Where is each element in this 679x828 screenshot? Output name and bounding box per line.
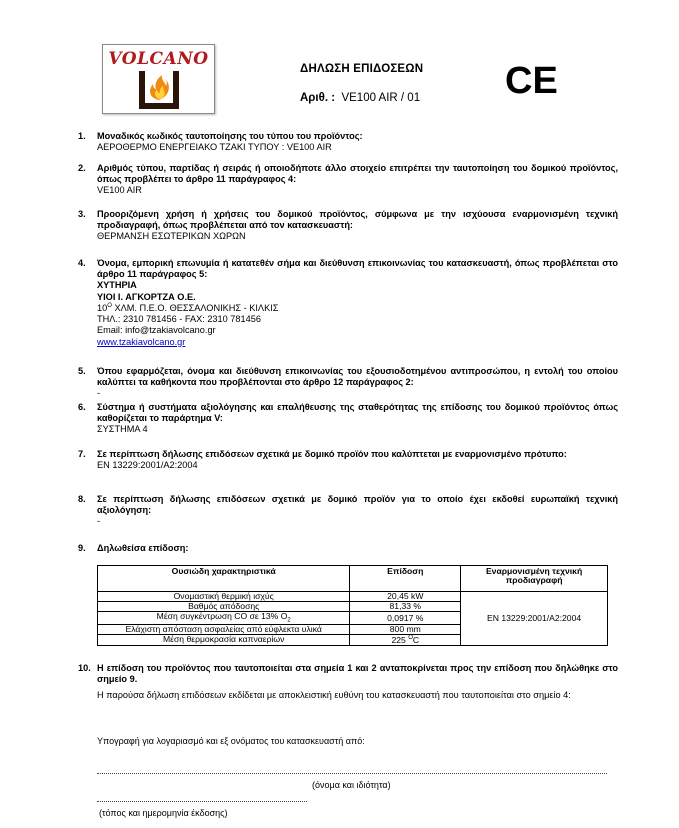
standard-cell: EN 13229:2001/A2:2004	[461, 592, 608, 646]
value-text: 225	[391, 634, 409, 645]
value-cell: 81,33 %	[350, 602, 461, 612]
section-answer: VE100 AIR	[97, 185, 142, 196]
feature-cell: Ελάχιστη απόσταση ασφαλείας από εύφλεκτα υλικά	[98, 625, 350, 635]
document-title: ΔΗΛΩΣΗ ΕΠΙΔΟΣΕΩΝ	[300, 63, 424, 75]
section-question: Η επίδοση του προϊόντος που ταυτοποιείται στα σημεία 1 και 2 ανταποκρίνεται προς την επίδοση που δηλώθηκε στο σημείο 9.	[97, 663, 618, 685]
signature-intro: Υπογραφή για λογαριασμό και εξ ονόματος του κατασκευαστή από:	[97, 736, 365, 746]
value-cell: 0,0917 %	[350, 612, 461, 625]
company-phone: ΤΗΛ.: 2310 781456 - FAX: 2310 781456	[97, 314, 261, 325]
section-number: 7.	[78, 449, 86, 459]
value-superscript: O	[408, 635, 413, 642]
flame-icon	[135, 69, 183, 111]
place-caption: (τόπος και ημερομηνία έκδοσης)	[99, 808, 228, 818]
section-number: 8.	[78, 494, 86, 504]
section-question: Σύστημα ή συστήματα αξιολόγησης και επαλήθευσης της σταθερότητας της επίδοσης του δομικού προϊόντος όπως καθορίζεται το παράρτημα V:	[97, 402, 618, 424]
company-email: Email: info@tzakiavolcano.gr	[97, 325, 216, 336]
section-number: 1.	[78, 131, 86, 141]
value-cell: 800 mm	[350, 625, 461, 635]
section-answer: -	[97, 516, 101, 527]
section-question: Σε περίπτωση δήλωσης επιδόσεων σχετικά με δομικό προϊόν για το οποίο έχει εκδοθεί ευρωπαϊκή τεχνική αξιολόγηση:	[97, 494, 618, 516]
performance-table	[97, 565, 608, 646]
feature-cell: Μέση θερμοκρασία καπναερίων	[98, 635, 350, 646]
section-question: Μοναδικός κωδικός ταυτοποίησης του τύπου του προϊόντος:	[97, 131, 363, 141]
section-number: 9.	[78, 543, 86, 553]
signature-name-line	[97, 773, 607, 774]
section-number: 5.	[78, 366, 86, 376]
section-answer: ΣΥΣΤΗΜΑ 4	[97, 424, 148, 435]
section-number: 2.	[78, 163, 86, 173]
address-superscript: Ο	[107, 302, 112, 309]
table-header: Ουσιώδη χαρακτηριστικά	[98, 566, 350, 592]
value-cell	[350, 635, 461, 646]
section-question: Όνομα, εμπορική επωνυμία ή κατατεθέν σήμα και διεύθυνση επικοινωνίας του κατασκευαστή, όπως προβλέπεται στο άρθρο 11 παράγραφος 5:	[97, 258, 618, 280]
section-answer: ΑΕΡΟΘΕΡΜΟ ΕΝΕΡΓΕΙΑΚΟ ΤΖΑΚΙ ΤΥΠΟΥ : VE100 AIR	[97, 142, 332, 153]
address-rest: ΧΛΜ. Π.Ε.Ο. ΘΕΣΣΑΛΟΝΙΚΗΣ - ΚΙΛΚΙΣ	[111, 302, 279, 313]
table-header: Επίδοση	[350, 566, 461, 592]
volcano-logo	[102, 44, 215, 114]
table-header: Εναρμονισμένη τεχνική προδιαγραφή	[461, 566, 608, 592]
feature-text: Μέση συγκέντρωση CO σε 13% O	[156, 611, 288, 622]
value-cell: 20,45 kW	[350, 592, 461, 602]
responsibility-statement: Η παρούσα δήλωση επιδόσεων εκδίδεται με αποκλειστική ευθύνη του κατασκευαστή που ταυτοποιείται στο σημείο 4:	[97, 690, 571, 701]
section-question: Προοριζόμενη χρήση ή χρήσεις του δομικού προϊόντος, σύμφωνα με την ισχύουσα εναρμονισμένη τεχνική προδιαγραφή, όπως προβλέπεται από τον κατασκευαστή:	[97, 209, 618, 231]
table-row	[98, 592, 608, 602]
feature-cell	[98, 612, 350, 625]
company-line-1: ΧΥΤΗΡΙΑ	[97, 280, 137, 291]
section-answer: -	[97, 388, 101, 399]
company-website-link[interactable]: www.tzakiavolcano.gr	[97, 336, 186, 347]
logo-text: VOLCANO	[108, 49, 209, 69]
section-question: Όπου εφαρμόζεται, όνομα και διεύθυνση επικοινωνίας του εξουσιοδοτημένου αντιπροσώπου, η εντολή του οποίου καλύπτει τα καθήκοντα που προβλέπονται στο άρθρο 12 παράγραφος 2:	[97, 366, 618, 388]
section-number: 10.	[78, 663, 91, 673]
ce-mark-text: CE	[505, 62, 558, 96]
value-unit: C	[412, 634, 420, 645]
section-question: Δηλωθείσα επίδοση:	[97, 543, 189, 553]
ce-mark-icon	[505, 62, 561, 96]
section-answer: ΘΕΡΜΑΝΣΗ ΕΣΩΤΕΡΙΚΩΝ ΧΩΡΩΝ	[97, 231, 246, 242]
section-number: 3.	[78, 209, 86, 219]
number-label: Αριθ. :	[300, 92, 336, 104]
document-number	[300, 91, 420, 105]
feature-cell: Βαθμός απόδοσης	[98, 602, 350, 612]
section-question: Αριθμός τύπου, παρτίδας ή σειράς ή οποιοδήποτε άλλο στοιχείο επιτρέπει την ταυτοποίηση του δομικού προϊόντος, όπως προβλέπει το άρθρο 11 παράγραφος 4:	[97, 163, 618, 185]
table-header-row	[98, 566, 608, 592]
company-line-2: ΥΙΟΙ Ι. ΑΓΚΟΡΤΖΑ Ο.Ε.	[97, 291, 196, 302]
name-caption: (όνομα και ιδιότητα)	[312, 780, 391, 790]
number-value: VE100 AIR / 01	[341, 92, 421, 104]
section-question: Σε περίπτωση δήλωσης επιδόσεων σχετικά με δομικό προϊόν που καλύπτεται με εναρμονισμένο πρότυπο:	[97, 449, 567, 459]
feature-subscript: 2	[287, 617, 291, 624]
section-number: 4.	[78, 258, 86, 268]
section-answer: EN 13229:2001/A2:2004	[97, 460, 198, 471]
section-number: 6.	[78, 402, 86, 412]
company-address	[97, 303, 618, 314]
address-number: 10	[97, 302, 108, 313]
signature-place-line	[97, 801, 307, 802]
feature-cell: Ονομαστική θερμική ισχύς	[98, 592, 350, 602]
